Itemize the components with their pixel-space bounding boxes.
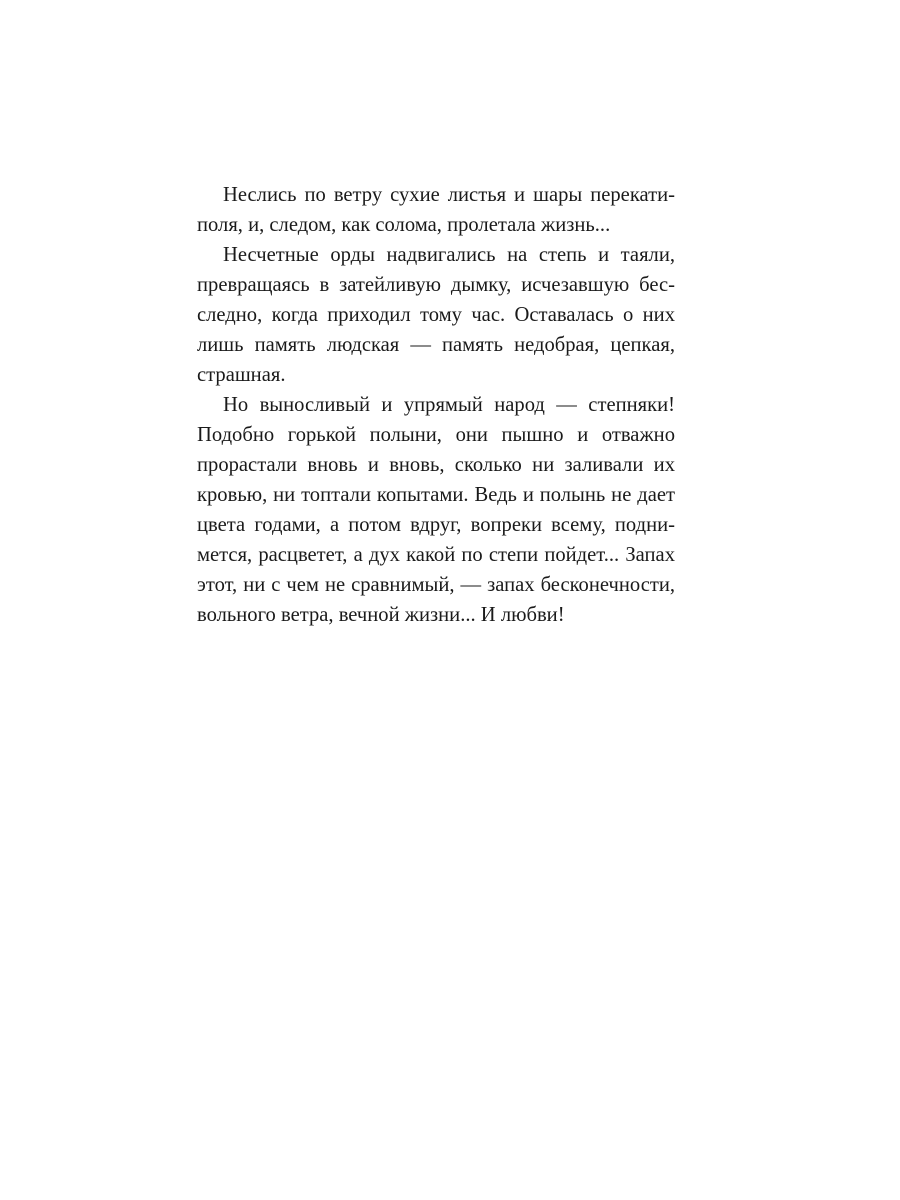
text-line: кровью, ни топтали копытами. Ведь и полынь не дает bbox=[197, 484, 675, 506]
body-text bbox=[197, 180, 675, 630]
text-line: Подобно горькой полыни, они пышно и отважно bbox=[197, 424, 675, 446]
text-line: цвета годами, а потом вдруг, вопреки всему, подни- bbox=[197, 514, 675, 536]
text-line: Но выносливый и упрямый народ — степняки! bbox=[223, 394, 675, 416]
text-line: превращаясь в затейливую дымку, исчезавшую бес- bbox=[197, 274, 675, 296]
text-line: Несчетные орды надвигались на степь и таяли, bbox=[223, 244, 675, 266]
text-line: мется, расцветет, а дух какой по степи пойдет... Запах bbox=[197, 544, 675, 566]
text-line: лишь память людская — память недобрая, цепкая, bbox=[197, 334, 675, 356]
paragraph-2 bbox=[197, 240, 675, 390]
text-line: прорастали вновь и вновь, сколько ни заливали их bbox=[197, 454, 675, 476]
text-line: вольного ветра, вечной жизни... И любви! bbox=[197, 604, 565, 626]
paragraph-3 bbox=[197, 390, 675, 630]
paragraph-1 bbox=[197, 180, 675, 240]
text-line: следно, когда приходил тому час. Оставалась о них bbox=[197, 304, 675, 326]
text-line: Неслись по ветру сухие листья и шары перекати- bbox=[223, 184, 675, 206]
text-line: страшная. bbox=[197, 364, 286, 386]
text-line: этот, ни с чем не сравнимый, — запах бесконечности, bbox=[197, 574, 675, 596]
text-line: поля, и, следом, как солома, пролетала жизнь... bbox=[197, 214, 611, 236]
